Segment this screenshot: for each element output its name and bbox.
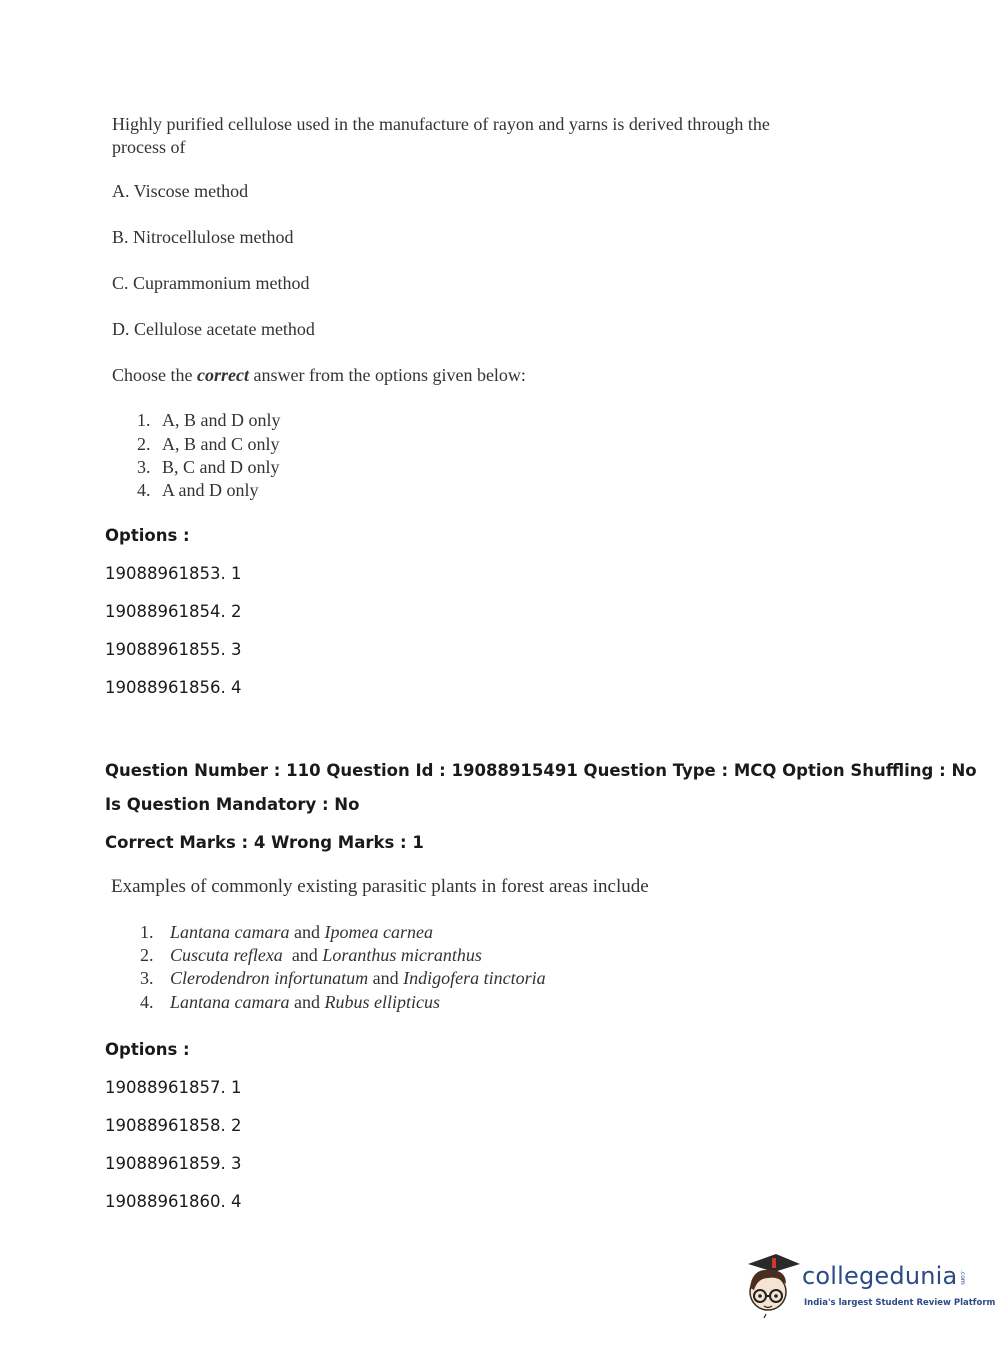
logo-tagline: India's largest Student Review Platform [804, 1298, 996, 1308]
choice-number: 4. [137, 480, 151, 500]
choice-number: 2. [140, 945, 154, 965]
question-text [112, 113, 770, 159]
species-name: Ipomea carnea [324, 922, 433, 942]
statement: D. Cellulose acetate method [112, 319, 315, 339]
answer-choice [137, 480, 259, 501]
options-label: Options : [105, 1040, 190, 1059]
conjunction: and [289, 992, 325, 1012]
logo-suffix: .com [959, 1270, 966, 1285]
answer-choice [140, 992, 440, 1013]
question-header: Question Number : 110 Question Id : 19088915491 Question Type : MCQ Option Shuffling : No [105, 761, 977, 780]
collegedunia-logo [742, 1250, 996, 1320]
statement: B. Nitrocellulose method [112, 227, 294, 247]
conjunction: and [368, 968, 404, 988]
option-item: 19088961853. 1 [105, 564, 242, 583]
mascot-icon [742, 1250, 804, 1320]
option-item: 19088961860. 4 [105, 1192, 242, 1211]
choice-number: 3. [137, 457, 151, 477]
species-name: Lantana camara [170, 922, 290, 942]
answer-choice [137, 410, 281, 431]
species-name: Clerodendron infortunatum [170, 968, 369, 988]
question-text: Examples of commonly existing parasitic plants in forest areas include [111, 876, 649, 897]
question-text-line: process of [112, 137, 186, 157]
answer-choice [140, 922, 433, 943]
species-name: Cuscuta reflexa [170, 945, 283, 965]
statement: A. Viscose method [112, 181, 249, 201]
species-name: Lantana camara [170, 992, 290, 1012]
answer-choice [140, 968, 546, 989]
answer-choice [140, 945, 482, 966]
choice-number: 4. [140, 992, 154, 1012]
species-name: Indigofera tinctoria [403, 968, 546, 988]
option-item: 19088961859. 3 [105, 1154, 242, 1173]
answer-choice [137, 434, 280, 455]
question-text-line: Highly purified cellulose used in the manufacture of rayon and yarns is derived through the [112, 114, 770, 134]
option-item: 19088961854. 2 [105, 602, 242, 621]
answer-choice [137, 457, 280, 478]
option-item: 19088961858. 2 [105, 1116, 242, 1135]
conjunction: and [282, 945, 323, 965]
choice-number: 1. [137, 410, 151, 430]
species-name: Loranthus micranthus [322, 945, 482, 965]
choose-emphasis: correct [197, 365, 249, 385]
choice-number: 3. [140, 968, 154, 988]
question-marks: Correct Marks : 4 Wrong Marks : 1 [105, 833, 424, 852]
choice-number: 1. [140, 922, 154, 942]
option-item: 19088961857. 1 [105, 1078, 242, 1097]
choice-text: A and D only [162, 480, 259, 500]
option-item: 19088961855. 3 [105, 640, 242, 659]
choice-text: A, B and D only [162, 410, 281, 430]
question-mandatory: Is Question Mandatory : No [105, 795, 360, 814]
choice-text: B, C and D only [162, 457, 280, 477]
options-label: Options : [105, 526, 190, 545]
option-item: 19088961856. 4 [105, 678, 242, 697]
statement: C. Cuprammonium method [112, 273, 310, 293]
choose-suffix: answer from the options given below: [248, 365, 526, 385]
choose-prefix: Choose the [112, 365, 197, 385]
species-name: Rubus ellipticus [324, 992, 441, 1012]
logo-name: collegedunia [802, 1262, 958, 1290]
choice-number: 2. [137, 434, 151, 454]
choose-instruction [112, 365, 526, 386]
conjunction: and [289, 922, 325, 942]
choice-text: A, B and C only [162, 434, 280, 454]
